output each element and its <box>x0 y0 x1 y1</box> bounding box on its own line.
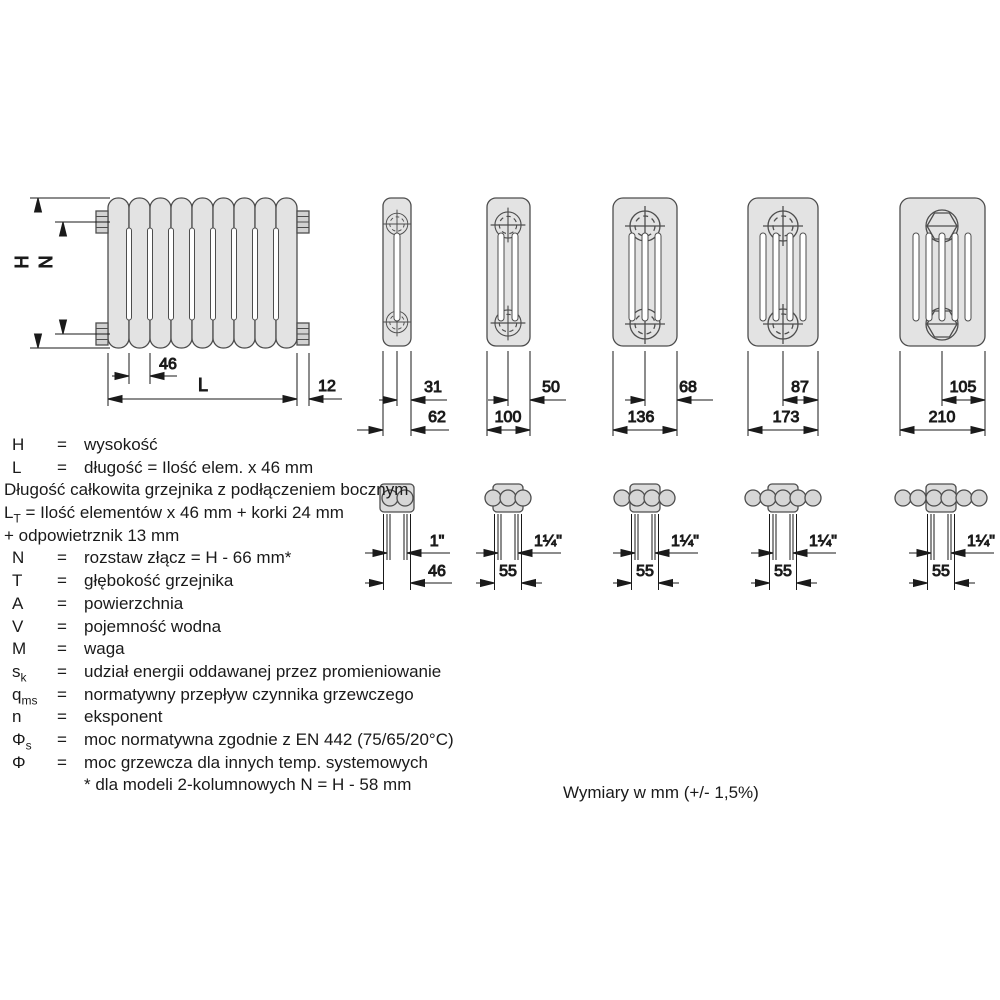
end-extension-label: 12 <box>318 378 336 395</box>
legend-row-n-exponent: n = eksponent <box>4 706 474 729</box>
node-spacing-dim-label: N <box>36 255 56 269</box>
cross-section-3col <box>487 198 530 346</box>
connection-4col <box>614 484 675 512</box>
legend-symbol: T <box>12 571 23 591</box>
thread-label-2col: 1" <box>429 533 445 550</box>
legend-symbol: n <box>12 707 22 727</box>
dim-depth-173: 173 <box>772 409 800 426</box>
legend-definition: moc normatywna zgodnie z EN 442 (75/65/20°C) <box>84 729 454 749</box>
legend-definition: waga <box>84 639 125 659</box>
height-dim-label: H <box>12 255 32 269</box>
thread-label-3col: 1¼" <box>534 533 562 550</box>
legend-definition: normatywny przepływ czynnika grzewczego <box>84 684 414 704</box>
legend-row-phi: Φ = moc grzewcza dla innych temp. systemowych <box>4 752 474 775</box>
legend-definition: rozstaw złącz = H - 66 mm* <box>84 548 292 568</box>
hub-width-label-3col: 55 <box>499 563 517 580</box>
element-pitch-label: 46 <box>159 356 177 373</box>
cross-section-2col <box>383 198 412 346</box>
legend-symbol: M <box>12 639 27 659</box>
legend-row-v: V = pojemność wodna <box>4 616 474 639</box>
thread-label-6col: 1¼" <box>967 533 995 550</box>
legend-row-qms: $q_{ms}$ = normatywny przepływ czynnika grzewczego <box>12 684 414 707</box>
dim-half-depth-105: 105 <box>949 379 977 396</box>
hub-width-label-2col: 46 <box>428 563 446 580</box>
dim-depth-62: 62 <box>428 409 446 426</box>
dim-depth-136: 136 <box>627 409 655 426</box>
legend-symbol: V <box>12 616 24 636</box>
thread-label-4col: 1¼" <box>671 533 699 550</box>
cross-section-4col <box>613 198 677 346</box>
legend-row-t: T = głębokość grzejnika <box>4 570 474 593</box>
legend-symbol: Φ <box>12 752 26 772</box>
connection-5col <box>745 484 821 512</box>
legend-row-m: M = waga <box>4 638 474 661</box>
legend-row-n-spacing: N = rozstaw złącz = H - 66 mm* <box>4 547 474 570</box>
legend-row-lt: $L_T$ = Ilość elementów x 46 mm + korki 24 mm <box>4 503 344 526</box>
legend-row-footnote-2col: * dla modeli 2-kolumnowych N = H - 58 mm <box>84 775 412 795</box>
connection-6col <box>895 484 987 512</box>
cross-section-dimensions <box>357 351 985 436</box>
thread-label-5col: 1¼" <box>809 533 837 550</box>
legend-row-h: H = wysokość <box>4 434 474 457</box>
legend-row-air-vent: + odpowietrznik 13 mm <box>4 525 180 545</box>
legend-row-phi-s: $\Phi_s$ = moc normatywna zgodnie z EN 442 (75/65/20°C) <box>12 729 454 753</box>
legend-row-sk: $s_k$ = udział energii oddawanej przez promieniowanie <box>12 661 442 685</box>
legend-definition: udział energii oddawanej przez promieniowanie <box>84 661 442 681</box>
legend-definition: wysokość <box>84 435 158 454</box>
front-view-radiator <box>96 198 309 348</box>
legend-definition: głębokość grzejnika <box>84 571 234 591</box>
hub-width-label-4col: 55 <box>636 563 654 580</box>
legend-symbol: L <box>12 457 22 477</box>
dim-depth-100: 100 <box>494 409 522 426</box>
dim-depth-210: 210 <box>928 409 956 426</box>
dim-half-depth-50: 50 <box>542 379 560 396</box>
legend-definition: pojemność wodna <box>84 616 222 636</box>
dimensions-tolerance-note: Wymiary w mm (+/- 1,5%) <box>563 783 759 802</box>
legend-row-a: A = powierzchnia <box>4 593 474 616</box>
hub-width-label-5col: 55 <box>774 563 792 580</box>
hub-width-label-6col: 55 <box>932 563 950 580</box>
legend-symbol: H <box>12 435 25 454</box>
length-dim-label: L <box>197 375 209 395</box>
connection-3col <box>485 484 531 512</box>
cross-section-6col <box>900 198 985 346</box>
legend-symbol: N <box>12 548 25 568</box>
legend-symbol: A <box>12 593 24 613</box>
legend-definition: powierzchnia <box>84 593 184 613</box>
dim-half-depth-31: 31 <box>424 379 442 396</box>
legend-definition: długość = Ilość elem. x 46 mm <box>84 457 314 477</box>
legend-row-l: L = długość = Ilość elem. x 46 mm <box>4 457 474 480</box>
dim-half-depth-87: 87 <box>791 379 809 396</box>
legend <box>4 434 474 797</box>
legend-definition: eksponent <box>84 707 163 727</box>
legend-row-total-length-note: Długość całkowita grzejnika z podłączeniem bocznym <box>4 480 409 500</box>
cross-section-5col <box>748 198 818 346</box>
dim-half-depth-68: 68 <box>679 379 697 396</box>
legend-definition: moc grzewcza dla innych temp. systemowych <box>84 752 428 772</box>
